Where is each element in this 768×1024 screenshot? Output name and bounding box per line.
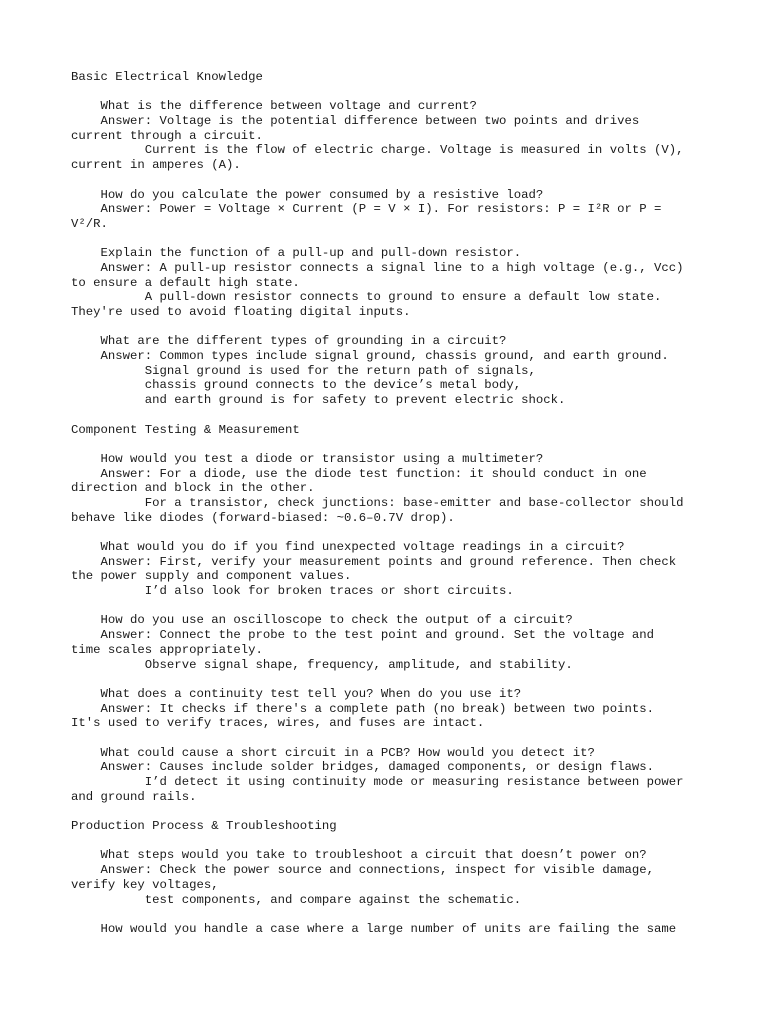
answer-text: V²/R. — [71, 216, 108, 231]
blank-line — [71, 85, 711, 100]
question-text: What would you do if you find unexpected voltage readings in a circuit? — [71, 540, 625, 554]
answer-text: Answer: Voltage is the potential difference between two points and drives — [71, 114, 640, 129]
answer-text: Answer: First, verify your measurement points and ground reference. Then check — [71, 554, 677, 569]
answer-text: verify key voltages, — [71, 877, 219, 892]
question-text: How do you calculate the power consumed by a resistive load? — [71, 187, 544, 202]
answer-text: time scales appropriately. — [71, 642, 263, 657]
answer-text: It's used to verify traces, wires, and fuses are intact. — [71, 716, 485, 731]
blank-line — [71, 599, 711, 614]
answer-text: I’d also look for broken traces or short circuits. — [71, 584, 514, 599]
answer-text: current through a circuit. — [71, 128, 263, 143]
answer-text: I’d detect it using continuity mode or measuring resistance between power — [71, 775, 684, 789]
blank-line — [71, 320, 711, 335]
section-heading: Component Testing & Measurement — [71, 422, 300, 437]
answer-text: Answer: Common types include signal ground, chassis ground, and earth ground. — [71, 349, 669, 364]
answer-text: They're used to avoid floating digital inputs. — [71, 305, 411, 319]
answer-text: test components, and compare against the schematic. — [71, 892, 522, 907]
answer-text: behave like diodes (forward-biased: ~0.6–0.7V drop). — [71, 510, 455, 525]
answer-text: the power supply and component values. — [71, 569, 352, 584]
blank-line — [71, 232, 711, 247]
answer-text: Answer: Check the power source and connections, inspect for visible damage, — [71, 863, 654, 878]
answer-text: Current is the flow of electric charge. Voltage is measured in volts (V), — [71, 143, 684, 158]
answer-text: Answer: Connect the probe to the test point and ground. Set the voltage and — [71, 628, 654, 643]
question-text: Explain the function of a pull-up and pull-down resistor. — [71, 246, 522, 261]
answer-text: Observe signal shape, frequency, amplitude, and stability. — [71, 657, 573, 672]
section-heading: Basic Electrical Knowledge — [71, 70, 263, 84]
section-heading: Production Process & Troubleshooting — [71, 819, 337, 834]
answer-text: and ground rails. — [71, 789, 197, 804]
question-text: What steps would you take to troubleshoot a circuit that doesn’t power on? — [71, 848, 647, 863]
question-text: How would you handle a case where a large number of units are failing the same — [71, 921, 677, 936]
answer-text: Answer: For a diode, use the diode test function: it should conduct in one — [71, 466, 647, 481]
question-text: How do you use an oscilloscope to check the output of a circuit? — [71, 613, 573, 628]
blank-line — [71, 907, 711, 922]
answer-text: current in amperes (A). — [71, 158, 241, 173]
question-text: What could cause a short circuit in a PCB? How would you detect it? — [71, 745, 595, 760]
answer-text: Signal ground is used for the return path of signals, — [71, 363, 536, 378]
question-text: What does a continuity test tell you? When do you use it? — [71, 686, 522, 701]
question-text: What is the difference between voltage and current? — [71, 99, 477, 114]
answer-text: to ensure a default high state. — [71, 275, 300, 290]
blank-line — [71, 437, 711, 452]
blank-line — [71, 525, 711, 540]
question-text: How would you test a diode or transistor using a multimeter? — [71, 451, 544, 466]
blank-line — [71, 672, 711, 687]
question-text: What are the different types of grounding in a circuit? — [71, 334, 507, 349]
blank-line — [71, 804, 711, 819]
answer-text: A pull-down resistor connects to ground to ensure a default low state. — [71, 290, 662, 305]
answer-text: and earth ground is for safety to prevent electric shock. — [71, 393, 566, 408]
blank-line — [71, 731, 711, 746]
answer-text: Answer: Power = Voltage × Current (P = V × I). For resistors: P = I²R or P = — [71, 202, 662, 217]
answer-text: Answer: It checks if there's a complete path (no break) between two points. — [71, 701, 654, 716]
answer-text: For a transistor, check junctions: base-emitter and base-collector should — [71, 495, 684, 510]
blank-line — [71, 173, 711, 188]
document-body — [71, 70, 711, 937]
answer-text: Answer: A pull-up resistor connects a signal line to a high voltage (e.g., Vcc) — [71, 260, 684, 275]
blank-line — [71, 834, 711, 849]
answer-text: Answer: Causes include solder bridges, damaged components, or design flaws. — [71, 760, 654, 775]
blank-line — [71, 408, 711, 423]
answer-text: chassis ground connects to the device’s metal body, — [71, 378, 522, 393]
answer-text: direction and block in the other. — [71, 481, 315, 496]
